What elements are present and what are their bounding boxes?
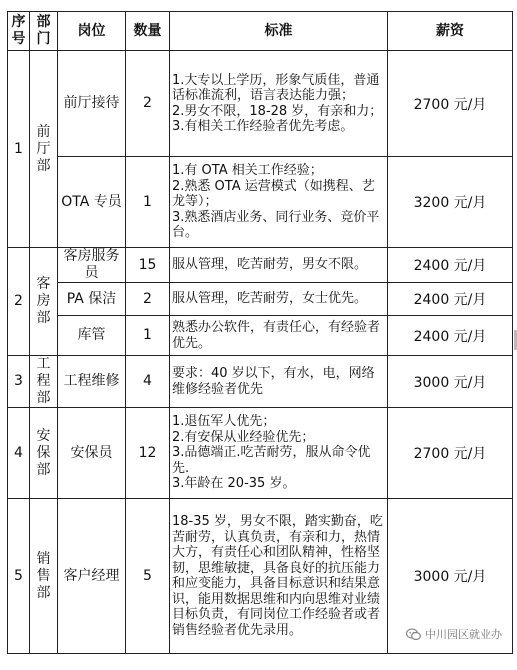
watermark-text: 中川园区就业办 bbox=[425, 628, 502, 641]
table-row bbox=[8, 248, 513, 283]
row-salary: 2400 元/月 bbox=[388, 283, 513, 316]
table-body bbox=[8, 51, 513, 654]
table-row bbox=[8, 283, 513, 316]
row-dept: 安保部 bbox=[30, 408, 58, 499]
row-standard bbox=[170, 499, 388, 654]
row-seq: 1 bbox=[8, 51, 30, 248]
standard-line: 2.有安保从业经验优先； bbox=[172, 429, 315, 445]
row-standard bbox=[170, 408, 388, 499]
row-salary: 3000 元/月 bbox=[388, 499, 513, 654]
recruitment-table bbox=[7, 11, 513, 654]
header-salary: 薪资 bbox=[388, 12, 513, 51]
row-count: 12 bbox=[126, 408, 170, 499]
row-count: 1 bbox=[126, 316, 170, 356]
header-dept: 部门 bbox=[30, 12, 58, 51]
standard-line: 要求：40 岁以下，有水，电，网络维修经验者优先 bbox=[172, 366, 375, 397]
watermark bbox=[403, 625, 505, 643]
table-row bbox=[8, 316, 513, 356]
standard-line: 服从管理，吃苦耐劳，男女不限。 bbox=[172, 257, 368, 273]
row-standard bbox=[170, 51, 388, 157]
row-standard bbox=[170, 248, 388, 283]
row-position: PA 保洁 bbox=[58, 283, 126, 316]
standard-line: 3.熟悉酒店业务、同行业务、竞价平台。 bbox=[172, 209, 380, 241]
standard-line: 服从管理，吃苦耐劳，女士优先。 bbox=[172, 291, 368, 307]
table-row bbox=[8, 51, 513, 157]
row-dept: 工程部 bbox=[30, 356, 58, 408]
wechat-official-account-icon bbox=[406, 628, 421, 641]
row-position: 客户经理 bbox=[58, 499, 126, 654]
row-dept: 销售部 bbox=[30, 499, 58, 654]
standard-line: 1.大专以上学历，形象气质佳，普通话标准流利，语言表达能力强； bbox=[172, 72, 380, 103]
row-count: 5 bbox=[126, 499, 170, 654]
header-seq: 序号 bbox=[8, 12, 30, 51]
row-salary: 2700 元/月 bbox=[388, 51, 513, 157]
row-dept: 客房部 bbox=[30, 248, 58, 356]
row-count: 2 bbox=[126, 283, 170, 316]
row-seq: 3 bbox=[8, 356, 30, 408]
row-position: 工程维修 bbox=[58, 356, 126, 408]
row-seq: 4 bbox=[8, 408, 30, 499]
table-row bbox=[8, 408, 513, 499]
row-salary: 3200 元/月 bbox=[388, 157, 513, 248]
row-position: 客房服务员 bbox=[58, 248, 126, 283]
row-standard bbox=[170, 356, 388, 408]
standard-line: 熟悉办公软件，有责任心，有经验者优先。 bbox=[172, 320, 381, 351]
row-salary: 3000 元/月 bbox=[388, 356, 513, 408]
standard-line: 1.退伍军人优先； bbox=[172, 414, 276, 430]
row-seq: 2 bbox=[8, 248, 30, 356]
row-standard bbox=[170, 157, 388, 248]
row-salary: 2400 元/月 bbox=[388, 316, 513, 356]
standard-line: 18-35 岁，男女不限，踏实勤奋，吃苦耐劳，认真负责，有亲和力，热情大方，有责任心和团队精神，性格坚韧，思维敏捷，具备良好的抗压能力和应变能力，具备目标意识和结果意识，能用数据思维和内向思维对业绩目标负责，有同岗位工作经验者或者销售经验者优先录用。 bbox=[172, 514, 383, 638]
header-position: 岗位 bbox=[58, 12, 126, 51]
standard-line: 3.品德端正.吃苦耐劳，服从命令优先. bbox=[172, 445, 371, 476]
row-position: OTA 专员 bbox=[58, 157, 126, 248]
row-salary: 2700 元/月 bbox=[388, 408, 513, 499]
row-count: 15 bbox=[126, 248, 170, 283]
row-count: 4 bbox=[126, 356, 170, 408]
row-position: 前厅接待 bbox=[58, 51, 126, 157]
row-seq: 5 bbox=[8, 499, 30, 654]
table-row bbox=[8, 356, 513, 408]
row-count: 2 bbox=[126, 51, 170, 157]
row-salary: 2400 元/月 bbox=[388, 248, 513, 283]
standard-line: 3.有相关工作经验者优先考虑。 bbox=[172, 119, 354, 134]
row-dept: 前厅部 bbox=[30, 51, 58, 248]
table-row bbox=[8, 157, 513, 248]
header-count: 数量 bbox=[126, 12, 170, 51]
row-position: 库管 bbox=[58, 316, 126, 356]
standard-line: 2.熟悉 OTA 运营模式（如携程、艺龙等）； bbox=[172, 178, 375, 210]
row-standard bbox=[170, 316, 388, 356]
row-count: 1 bbox=[126, 157, 170, 248]
row-position: 安保员 bbox=[58, 408, 126, 499]
standard-line: 1.有 OTA 相关工作经验； bbox=[172, 163, 323, 179]
header-standard: 标准 bbox=[170, 12, 388, 51]
standard-line: 2.男女不限，18-28 岁，有亲和力； bbox=[172, 103, 383, 119]
standard-line: 3.年龄在 20-35 岁。 bbox=[172, 476, 296, 492]
row-standard bbox=[170, 283, 388, 316]
table-header-row bbox=[8, 12, 513, 51]
